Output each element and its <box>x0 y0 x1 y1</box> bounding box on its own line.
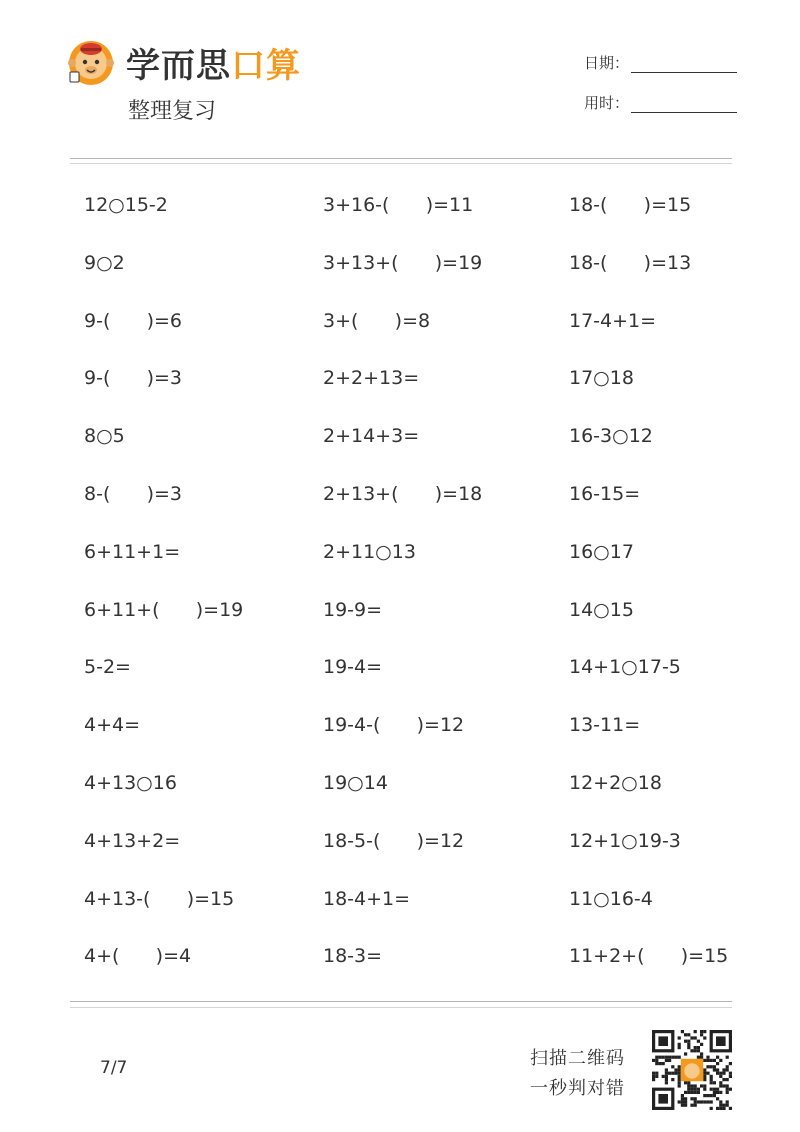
worksheet-subtitle: 整理复习 <box>128 99 217 124</box>
page-number: 7/7 <box>100 1058 128 1078</box>
math-problem: 8-( )=3 <box>84 483 183 505</box>
footer-divider-top <box>70 1001 732 1002</box>
scan-text-line1: 扫描二维码 <box>530 1048 625 1069</box>
brand-main: 学而思 <box>126 46 231 86</box>
math-problem: 6+11+( )=19 <box>84 598 244 621</box>
math-problem: 19-4= <box>323 656 383 679</box>
math-problem: 4+13○16 <box>84 772 177 794</box>
math-problem: 2+14+3= <box>323 425 420 448</box>
math-problem: 4+( )=4 <box>84 945 192 968</box>
math-problem: 5-2= <box>84 656 131 679</box>
math-problem: 3+16-( )=11 <box>323 194 474 216</box>
math-problem: 18-( )=13 <box>569 251 692 274</box>
math-problem: 16-15= <box>569 483 641 505</box>
math-problem: 18-4+1= <box>323 887 411 910</box>
math-problem: 9○2 <box>84 251 125 274</box>
date-label: 日期： <box>584 54 630 72</box>
math-problem: 14○15 <box>569 598 634 621</box>
time-label: 用时： <box>584 94 630 112</box>
math-problem: 8○5 <box>84 425 125 448</box>
math-problem: 12○15-2 <box>84 194 168 216</box>
math-problem: 2+11○13 <box>323 540 416 563</box>
math-problem: 18-( )=15 <box>569 194 692 216</box>
math-problem: 2+13+( )=18 <box>323 483 483 505</box>
math-problem: 17-4+1= <box>569 309 657 332</box>
math-problem: 12+2○18 <box>569 772 662 794</box>
math-problem: 19-9= <box>323 598 383 621</box>
qr-code-icon[interactable] <box>652 1030 732 1110</box>
math-problem: 11+2+( )=15 <box>569 945 729 968</box>
math-problem: 2+2+13= <box>323 367 420 390</box>
math-problem: 17○18 <box>569 367 634 390</box>
math-problem: 18-5-( )=12 <box>323 829 465 852</box>
math-problem: 9-( )=3 <box>84 367 183 390</box>
math-problem: 13-11= <box>569 714 641 737</box>
math-problem: 16-3○12 <box>569 425 653 448</box>
math-problem: 19-4-( )=12 <box>323 714 465 737</box>
math-problem: 4+13-( )=15 <box>84 887 235 910</box>
math-problem: 11○16-4 <box>569 887 653 910</box>
footer-divider-bottom <box>70 1007 732 1008</box>
math-problem: 3+13+( )=19 <box>323 251 483 274</box>
math-problem: 12+1○19-3 <box>569 829 681 852</box>
math-problem: 4+4= <box>84 714 141 737</box>
math-problem: 14+1○17-5 <box>569 656 681 679</box>
math-problem: 19○14 <box>323 772 388 794</box>
math-problem: 9-( )=6 <box>84 309 183 332</box>
brand-accent: 口算 <box>231 46 301 86</box>
math-problem: 6+11+1= <box>84 540 181 563</box>
math-problem: 4+13+2= <box>84 829 181 852</box>
math-problem: 18-3= <box>323 945 383 968</box>
math-problem: 3+( )=8 <box>323 309 431 332</box>
math-problem: 16○17 <box>569 540 634 563</box>
scan-text-line2: 一秒判对错 <box>530 1078 625 1099</box>
